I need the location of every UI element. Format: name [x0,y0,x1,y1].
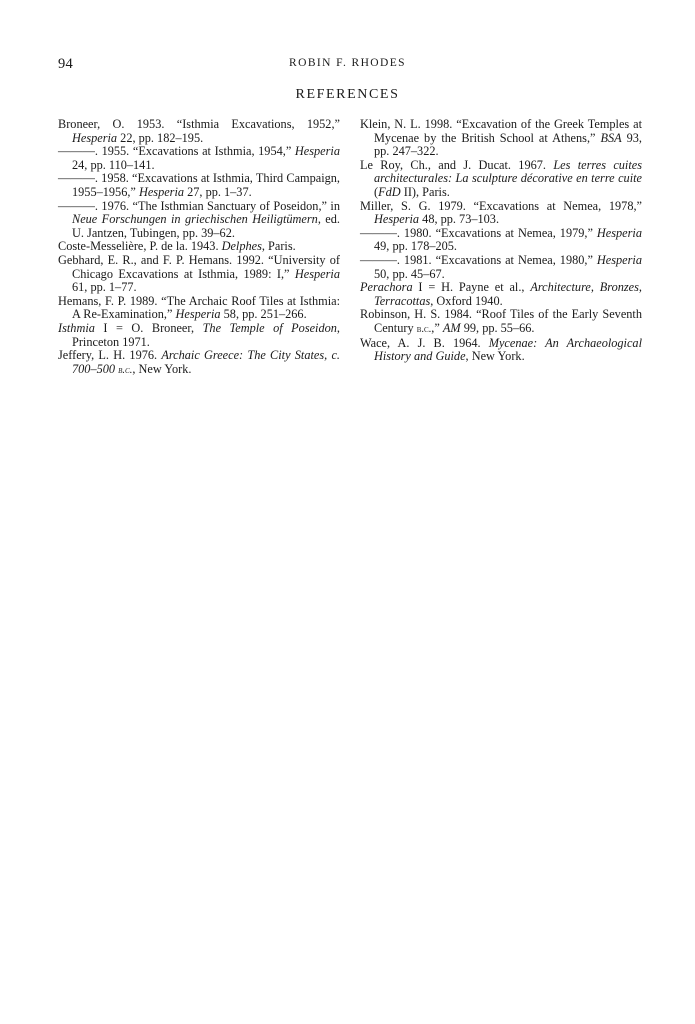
reference-entry: Perachora I = H. Payne et al., Architecture, Bronzes, Terracottas, Oxford 1940. [360,280,643,308]
reference-entry: Wace, A. J. B. 1964. Mycenae: An Archaeological History and Guide, New York. [360,335,642,364]
reference-entry: ———. 1955. “Excavations at Isthmia, 1954,” Hesperia 24, pp. 110–141. [58,144,340,172]
reference-entry: Broneer, O. 1953. “Isthmia Excavations, 1952,” Hesperia 22, pp. 182–195. [58,117,340,145]
reference-entry: Coste-Messelière, P. de la. 1943. Delphes, Paris. [58,239,296,254]
reference-entry: Hemans, F. P. 1989. “The Archaic Roof Tiles at Isthmia: A Re-Examination,” Hesperia 58, pp. 251–266. [58,293,340,322]
reference-entry: ———. 1958. “Excavations at Isthmia, Third Campaign, 1955–1956,” Hesperia 27, pp. 1–37. [58,171,340,199]
reference-entry: ———. 1980. “Excavations at Nemea, 1979,” Hesperia 49, pp. 178–205. [360,225,642,254]
reference-entry: Gebhard, E. R., and F. P. Hemans. 1992. “University of Chicago Excavations at Isthmia, 1989: I,” Hesperia 61, pp. 1–77. [58,252,340,295]
reference-entry: ———. 1981. “Excavations at Nemea, 1980,” Hesperia 50, pp. 45–67. [360,252,642,281]
reference-entry: Klein, N. L. 1998. “Excavation of the Greek Temples at Mycenae by the British School at Athens,” BSA 93, pp. 247–322. [360,117,642,159]
reference-entry: Jeffery, L. H. 1976. Archaic Greece: The City States, c. 700–500 b.c., New York. [58,348,340,376]
reference-entry: Robinson, H. S. 1984. “Roof Tiles of the Early Seventh Century b.c.,” AM 99, pp. 55–66. [360,307,642,335]
reference-entry: Le Roy, Ch., and J. Ducat. 1967. Les terres cuites architecturales: La sculpture décorative en terre cuite (FdD II), Paris. [360,157,642,199]
running-head: ROBIN F. RHODES [289,57,406,69]
page-number: 94 [58,56,74,72]
references-right-column [360,118,642,364]
reference-entry: Isthmia I = O. Broneer, The Temple of Poseidon, Princeton 1971. [58,320,340,349]
reference-entry: Miller, S. G. 1979. “Excavations at Nemea, 1978,” Hesperia 48, pp. 73–103. [360,198,642,227]
references-left-column [58,118,340,377]
section-title: REFERENCES [295,87,400,102]
reference-entry: ———. 1976. “The Isthmian Sanctuary of Poseidon,” in Neue Forschungen in griechischen Heiligtümern, ed. U. Jantzen, Tubingen, pp. 39–62. [58,198,340,240]
